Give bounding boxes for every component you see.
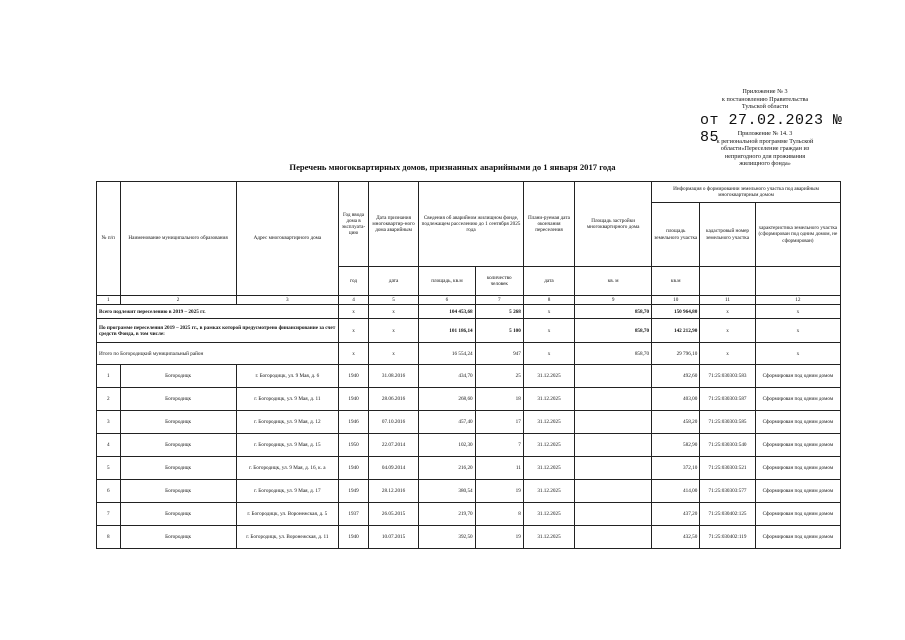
summary-date: x [368,305,418,319]
row-people: 25 [475,365,523,388]
row-planned-date: 31.12.2025 [523,503,574,526]
summary-land: 150 964,80 [652,305,700,319]
header-num: № п/п [97,182,121,296]
row-municipality: Богородицк [120,365,236,388]
unit-empty [700,267,755,296]
row-area: 102,30 [419,434,475,457]
column-number: 7 [475,296,523,305]
header-line: к постановлению Правительства [721,95,809,103]
unit-land-sqm: кв.м [652,267,700,296]
row-municipality: Богородицк [120,526,236,549]
unit-empty [755,267,840,296]
summary-char: x [755,319,840,343]
row-land-characteristic: Сформирован под одним домом [755,480,840,503]
row-municipality: Богородицк [120,457,236,480]
row-land-characteristic: Сформирован под одним домом [755,411,840,434]
row-people: 7 [475,434,523,457]
summary-area: 101 186,14 [419,319,475,343]
row-cadastral-number: 71:25:030303:585 [700,411,755,434]
page-title: Перечень многоквартирных домов, признанных аварийными до 1 января 2017 года [289,162,616,172]
row-address: г. Богородицк, ул. 9 Мая, д. 15 [236,434,339,457]
unit-planned-date: дата [523,267,574,296]
unit-building-sqm: кв. м [575,267,652,296]
header-line: Тульской области [741,103,789,111]
row-municipality: Богородицк [120,480,236,503]
row-land-area: 403,00 [652,388,700,411]
row-building-area [575,526,652,549]
row-land-characteristic: Сформирован под одним домом [755,434,840,457]
row-land-characteristic: Сформирован под одним домом [755,388,840,411]
unit-area: площадь, кв.м [419,267,475,296]
row-address: г. Богородицк, ул. Воронежская, д. 5 [236,503,339,526]
row-emergency-date: 04.09.2014 [368,457,418,480]
row-land-area: 372,10 [652,457,700,480]
summary-building: 858,70 [575,319,652,343]
header-line: непригодного для проживания [724,152,806,160]
row-number: 2 [97,388,121,411]
row-year-built: 1949 [339,480,369,503]
row-emergency-date: 28.12.2016 [368,480,418,503]
row-area: 457,40 [419,411,475,434]
column-number: 1 [97,296,121,305]
row-year-built: 1950 [339,434,369,457]
summary-cadastral: x [700,343,755,365]
row-cadastral-number: 71:25:030402:119 [700,526,755,549]
header-cadastral: кадастровый номер земельного участка [700,203,755,267]
row-building-area [575,388,652,411]
header-line: Приложение № 14. 3 [737,130,793,137]
row-land-characteristic: Сформирован под одним домом [755,503,840,526]
table-row [97,526,841,549]
column-number: 4 [339,296,369,305]
summary-row [97,319,841,343]
header-line: к региональной программе Тульской [716,137,814,145]
row-land-characteristic: Сформирован под одним домом [755,457,840,480]
row-people: 8 [475,503,523,526]
summary-people: 947 [475,343,523,365]
row-building-area [575,480,652,503]
row-people: 11 [475,457,523,480]
row-people: 18 [475,388,523,411]
summary-area: 16 554,24 [419,343,475,365]
summary-char: x [755,305,840,319]
header-building-area: Площадь застройки многоквартирного дома [575,182,652,267]
row-land-area: 414,00 [652,480,700,503]
row-number: 3 [97,411,121,434]
summary-building: 858,70 [575,343,652,365]
unit-year: год [339,267,369,296]
row-land-area: 582,90 [652,434,700,457]
summary-date: x [368,343,418,365]
row-cadastral-number: 71:25:030303:521 [700,457,755,480]
column-number: 10 [652,296,700,305]
row-building-area [575,434,652,457]
header-line: области«Переселение граждан из [720,145,810,153]
header-emergency-date: Дата признания многоквартир-ного дома аварийным [368,182,418,267]
row-municipality: Богородицк [120,503,236,526]
column-number: 2 [120,296,236,305]
row-number: 6 [97,480,121,503]
row-emergency-date: 10.07.2015 [368,526,418,549]
summary-planned: x [523,343,574,365]
summary-area: 104 453,68 [419,305,475,319]
row-number: 8 [97,526,121,549]
row-number: 1 [97,365,121,388]
summary-row [97,343,841,365]
row-municipality: Богородицк [120,388,236,411]
row-planned-date: 31.12.2025 [523,411,574,434]
table-row [97,365,841,388]
row-cadastral-number: 71:25:030303:587 [700,388,755,411]
column-number: 3 [236,296,339,305]
row-land-characteristic: Сформирован под одним домом [755,365,840,388]
summary-date: x [368,319,418,343]
summary-label: Всего подлежит переселению в 2019 – 2025 гг. [97,305,339,319]
column-number: 9 [575,296,652,305]
row-planned-date: 31.12.2025 [523,457,574,480]
column-numbers-row [97,296,841,305]
summary-building: 858,70 [575,305,652,319]
row-emergency-date: 07.10.2016 [368,411,418,434]
header-planned-date: Плани-руемая дата окончания переселения [523,182,574,267]
row-area: 434,70 [419,365,475,388]
row-planned-date: 31.12.2025 [523,434,574,457]
row-address: г. Богородицк, ул. 9 Мая, д. 17 [236,480,339,503]
summary-planned: x [523,305,574,319]
column-number: 5 [368,296,418,305]
header-land-char: характеристика земельного участка (сформирован под одним домом, не сформирован) [755,203,840,267]
header-address: Адрес многоквартирного дома [236,182,339,296]
header-land-info: Информация о формировании земельного участка под аварийным многоквартирным домом [652,182,841,203]
summary-land: 142 212,90 [652,319,700,343]
table-row [97,480,841,503]
row-year-built: 1940 [339,526,369,549]
row-address: г. Богородицк, ул. Воронежская, д. 11 [236,526,339,549]
row-emergency-date: 22.07.2014 [368,434,418,457]
summary-people: 5 100 [475,319,523,343]
table-row [97,411,841,434]
row-number: 4 [97,434,121,457]
row-municipality: Богородицк [120,434,236,457]
row-planned-date: 31.12.2025 [523,480,574,503]
row-year-built: 1937 [339,503,369,526]
table-row [97,434,841,457]
header-municipality: Наименование муниципального образования [120,182,236,296]
row-building-area [575,365,652,388]
row-municipality: Богородицк [120,411,236,434]
row-number: 5 [97,457,121,480]
row-land-area: 458,20 [652,411,700,434]
emergency-houses-table [96,181,841,549]
row-building-area [575,411,652,434]
header-year-built: Год ввода дома в эксплуата-цию [339,182,369,267]
row-area: 216,20 [419,457,475,480]
row-people: 19 [475,526,523,549]
appendix-header [690,88,840,111]
row-area: 268,60 [419,388,475,411]
summary-planned: x [523,319,574,343]
summary-people: 5 268 [475,305,523,319]
summary-cadastral: x [700,319,755,343]
column-number: 8 [523,296,574,305]
column-number: 6 [419,296,475,305]
unit-date: дата [368,267,418,296]
row-planned-date: 31.12.2025 [523,388,574,411]
summary-label: Итого по Богородицкий муниципальный район [97,343,339,365]
row-area: 380,54 [419,480,475,503]
header-land-area: площадь земельного участка [652,203,700,267]
row-people: 17 [475,411,523,434]
summary-row [97,305,841,319]
row-emergency-date: 26.05.2015 [368,503,418,526]
row-land-characteristic: Сформирован под одним домом [755,526,840,549]
header-line: Приложение № 3 [742,88,788,95]
row-address: г. Богородицк, ул. 9 Мая, д. 11 [236,388,339,411]
summary-land: 29 796,10 [652,343,700,365]
summary-char: x [755,343,840,365]
row-cadastral-number: 71:25:030303:577 [700,480,755,503]
row-planned-date: 31.12.2025 [523,365,574,388]
summary-year: x [339,343,369,365]
table-row [97,503,841,526]
row-year-built: 1940 [339,365,369,388]
summary-year: x [339,319,369,343]
decree-date-number: от 27.02.2023 № 85 [700,112,843,146]
row-area: 392,50 [419,526,475,549]
row-building-area [575,457,652,480]
summary-cadastral: x [700,305,755,319]
row-emergency-date: 28.06.2016 [368,388,418,411]
table-row [97,388,841,411]
summary-year: x [339,305,369,319]
row-cadastral-number: 71:25:030303:540 [700,434,755,457]
row-land-area: 492,60 [652,365,700,388]
row-address: г. Богородицк, ул. 9 Мая, д. 16, к. а [236,457,339,480]
row-land-area: 432,50 [652,526,700,549]
column-number: 11 [700,296,755,305]
header-emergency-info: Сведения об аварийном жилищном фонде, подлежащем расселению до 1 сентября 2025 года [419,182,524,267]
unit-people: количество человек [475,267,523,296]
column-number: 12 [755,296,840,305]
header-line: жилищного фонда» [739,160,791,168]
row-year-built: 1946 [339,411,369,434]
row-year-built: 1940 [339,388,369,411]
row-planned-date: 31.12.2025 [523,526,574,549]
row-people: 19 [475,480,523,503]
row-cadastral-number: 71:25:030402:125 [700,503,755,526]
row-land-area: 437,20 [652,503,700,526]
row-number: 7 [97,503,121,526]
row-building-area [575,503,652,526]
row-address: г. Богородицк, ул. 9 Мая, д. 6 [236,365,339,388]
row-address: г. Богородицк, ул. 9 Мая, д. 12 [236,411,339,434]
summary-label: По программе переселения 2019 – 2025 гг., в рамках которой предусмотрено финансирование за счет средств Фонда, в том числе: [97,319,339,343]
row-cadastral-number: 71:25:030303:583 [700,365,755,388]
row-emergency-date: 31.08.2016 [368,365,418,388]
row-year-built: 1940 [339,457,369,480]
row-area: 219,70 [419,503,475,526]
table-row [97,457,841,480]
